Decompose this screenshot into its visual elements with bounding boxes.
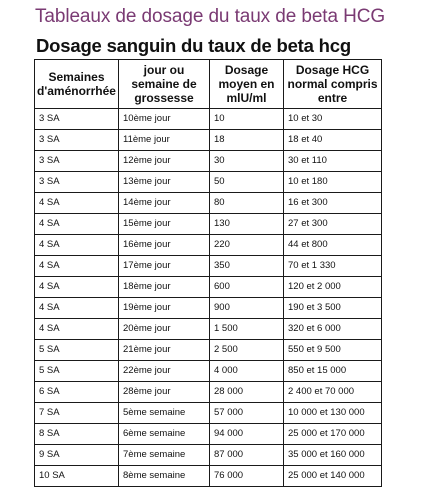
- cell-pregnancy-day: 14ème jour: [119, 193, 210, 214]
- hcg-dosage-table: [34, 59, 382, 487]
- cell-pregnancy-day: 15ème jour: [119, 214, 210, 235]
- table-row: [35, 445, 382, 466]
- cell-normal-range: 16 et 300: [284, 193, 382, 214]
- cell-normal-range: 120 et 2 000: [284, 277, 382, 298]
- table-row: [35, 130, 382, 151]
- cell-average-dosage: 220: [210, 235, 284, 256]
- cell-pregnancy-day: 17ème jour: [119, 256, 210, 277]
- cell-normal-range: 25 000 et 140 000: [284, 466, 382, 487]
- cell-weeks-amenorrhea: 3 SA: [35, 109, 119, 130]
- cell-weeks-amenorrhea: 4 SA: [35, 235, 119, 256]
- cell-pregnancy-day: 10ème jour: [119, 109, 210, 130]
- cell-normal-range: 10 et 180: [284, 172, 382, 193]
- table-row: [35, 361, 382, 382]
- cell-pregnancy-day: 12ème jour: [119, 151, 210, 172]
- table-title: Dosage sanguin du taux de beta hcg: [36, 35, 351, 56]
- cell-normal-range: 190 et 3 500: [284, 298, 382, 319]
- cell-pregnancy-day: 13ème jour: [119, 172, 210, 193]
- cell-average-dosage: 57 000: [210, 403, 284, 424]
- cell-average-dosage: 76 000: [210, 466, 284, 487]
- cell-average-dosage: 80: [210, 193, 284, 214]
- cell-average-dosage: 1 500: [210, 319, 284, 340]
- table-row: [35, 193, 382, 214]
- column-header-weeks-amenorrhea: Semaines d'aménorrhée: [35, 60, 119, 109]
- cell-normal-range: 320 et 6 000: [284, 319, 382, 340]
- cell-normal-range: 25 000 et 170 000: [284, 424, 382, 445]
- table-row: [35, 466, 382, 487]
- cell-weeks-amenorrhea: 4 SA: [35, 193, 119, 214]
- cell-average-dosage: 94 000: [210, 424, 284, 445]
- cell-pregnancy-day: 28ème jour: [119, 382, 210, 403]
- cell-average-dosage: 10: [210, 109, 284, 130]
- page-heading: Tableaux de dosage du taux de beta HCG: [35, 6, 386, 27]
- cell-pregnancy-day: 16ème jour: [119, 235, 210, 256]
- cell-weeks-amenorrhea: 5 SA: [35, 340, 119, 361]
- cell-average-dosage: 50: [210, 172, 284, 193]
- cell-weeks-amenorrhea: 3 SA: [35, 172, 119, 193]
- cell-average-dosage: 4 000: [210, 361, 284, 382]
- cell-normal-range: 18 et 40: [284, 130, 382, 151]
- cell-average-dosage: 18: [210, 130, 284, 151]
- cell-normal-range: 550 et 9 500: [284, 340, 382, 361]
- cell-weeks-amenorrhea: 6 SA: [35, 382, 119, 403]
- cell-weeks-amenorrhea: 4 SA: [35, 256, 119, 277]
- cell-average-dosage: 2 500: [210, 340, 284, 361]
- table-row: [35, 319, 382, 340]
- cell-pregnancy-day: 7ème semaine: [119, 445, 210, 466]
- cell-normal-range: 30 et 110: [284, 151, 382, 172]
- table-row: [35, 172, 382, 193]
- cell-average-dosage: 130: [210, 214, 284, 235]
- cell-pregnancy-day: 21ème jour: [119, 340, 210, 361]
- cell-weeks-amenorrhea: 3 SA: [35, 130, 119, 151]
- table-row: [35, 256, 382, 277]
- cell-average-dosage: 900: [210, 298, 284, 319]
- table-row: [35, 151, 382, 172]
- column-header-pregnancy-day: jour ou semaine de grossesse: [119, 60, 210, 109]
- cell-weeks-amenorrhea: 10 SA: [35, 466, 119, 487]
- cell-normal-range: 35 000 et 160 000: [284, 445, 382, 466]
- column-header-normal-range: Dosage HCG normal compris entre: [284, 60, 382, 109]
- table-row: [35, 424, 382, 445]
- cell-average-dosage: 87 000: [210, 445, 284, 466]
- cell-normal-range: 27 et 300: [284, 214, 382, 235]
- cell-pregnancy-day: 20ème jour: [119, 319, 210, 340]
- cell-normal-range: 2 400 et 70 000: [284, 382, 382, 403]
- cell-weeks-amenorrhea: 4 SA: [35, 298, 119, 319]
- cell-pregnancy-day: 6ème semaine: [119, 424, 210, 445]
- table-row: [35, 235, 382, 256]
- cell-weeks-amenorrhea: 4 SA: [35, 214, 119, 235]
- cell-weeks-amenorrhea: 4 SA: [35, 319, 119, 340]
- cell-pregnancy-day: 19ème jour: [119, 298, 210, 319]
- cell-weeks-amenorrhea: 3 SA: [35, 151, 119, 172]
- cell-average-dosage: 350: [210, 256, 284, 277]
- cell-normal-range: 10 et 30: [284, 109, 382, 130]
- cell-weeks-amenorrhea: 9 SA: [35, 445, 119, 466]
- cell-normal-range: 44 et 800: [284, 235, 382, 256]
- table-header-row: [35, 60, 382, 109]
- cell-average-dosage: 28 000: [210, 382, 284, 403]
- cell-pregnancy-day: 11ème jour: [119, 130, 210, 151]
- cell-average-dosage: 600: [210, 277, 284, 298]
- table-row: [35, 403, 382, 424]
- table-row: [35, 214, 382, 235]
- cell-normal-range: 10 000 et 130 000: [284, 403, 382, 424]
- table-row: [35, 340, 382, 361]
- table-body: [35, 109, 382, 487]
- cell-pregnancy-day: 22ème jour: [119, 361, 210, 382]
- cell-weeks-amenorrhea: 7 SA: [35, 403, 119, 424]
- table-row: [35, 382, 382, 403]
- cell-weeks-amenorrhea: 8 SA: [35, 424, 119, 445]
- table-row: [35, 298, 382, 319]
- table-row: [35, 109, 382, 130]
- cell-weeks-amenorrhea: 4 SA: [35, 277, 119, 298]
- table-row: [35, 277, 382, 298]
- cell-pregnancy-day: 18ème jour: [119, 277, 210, 298]
- cell-pregnancy-day: 8ème semaine: [119, 466, 210, 487]
- cell-normal-range: 70 et 1 330: [284, 256, 382, 277]
- cell-weeks-amenorrhea: 5 SA: [35, 361, 119, 382]
- cell-normal-range: 850 et 15 000: [284, 361, 382, 382]
- cell-pregnancy-day: 5ème semaine: [119, 403, 210, 424]
- cell-average-dosage: 30: [210, 151, 284, 172]
- column-header-average-dosage: Dosage moyen en mlU/ml: [210, 60, 284, 109]
